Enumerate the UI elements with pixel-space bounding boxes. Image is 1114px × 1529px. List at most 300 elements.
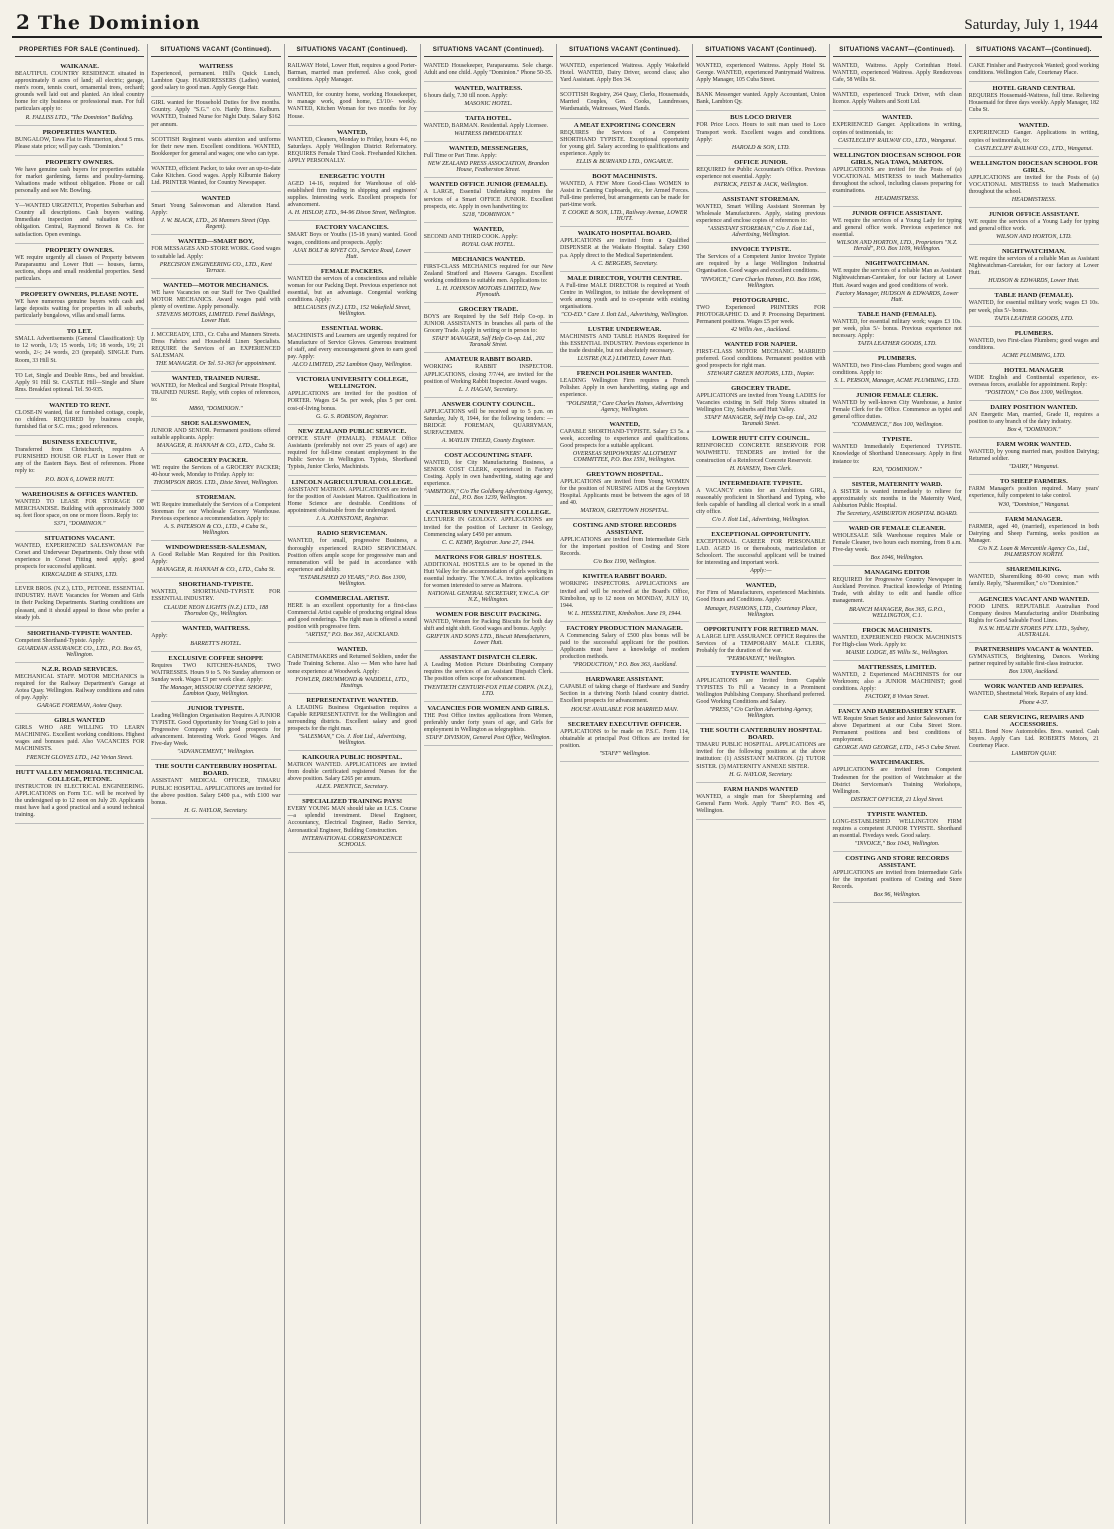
ad-heading: HUTT VALLEY MEMORIAL TECHNICAL COLLEGE, PETONE.	[15, 768, 144, 783]
classified-ad	[288, 221, 417, 264]
classified-ad	[696, 382, 825, 432]
ad-body: We have genuine cash buyers for properties suitable for market gardening, farms and poultry-farming. Valuations made without obligation. Phone or call personally and see Mr. Bowling.	[15, 166, 145, 195]
classified-ad	[560, 468, 689, 519]
ad-heading: CAR SERVICING, REPAIRS AND ACCESSORIES.	[983, 713, 1085, 728]
ad-heading: OPPORTUNITY FOR RETIRED MAN.	[703, 625, 819, 633]
classified-ad	[969, 475, 1099, 512]
ad-signature: MELCAUSES (N.Z.) LTD., 152 Wakefield Street, Wellington.	[293, 304, 411, 317]
ad-heading: ASSISTANT DISPATCH CLERK.	[439, 654, 538, 662]
ad-signature: OVERSEAS SHIPOWNERS' ALLOTMENT COMMITTEE, P.O. Box 1591, Wellington.	[572, 450, 677, 463]
classified-ad	[15, 663, 144, 714]
ad-signature: TAITA LEATHER GOODS, LTD.	[994, 315, 1074, 322]
ad-heading: FARM HANDS WANTED	[723, 785, 799, 793]
ad-signature: MASONIC HOTEL.	[464, 101, 513, 108]
ad-signature: HUDSON & EDWARDS, Lower Hutt.	[988, 278, 1080, 285]
classified-ad	[833, 60, 962, 89]
classified-ad	[15, 399, 144, 436]
ad-signature: Factory Manager, HUDSON & EDWARDS, Lower Hutt.	[835, 290, 959, 303]
ad-signature: C/o N.Z. Loan & Mercantile Agency Co., Ltd., PALMERSTON NORTH.	[978, 545, 1090, 558]
classified-ad	[151, 60, 280, 97]
ad-signature: J. A. JOHNSTONE, Registrar.	[315, 516, 389, 523]
ad-body: GIRLS WHO ARE WILLING TO LEARN MACHINING. Excellent working conditions. Highest wages and bonuses paid. Also VACANCIES FOR MACHINISTS.	[15, 725, 145, 753]
ad-signature: GRIFFIN AND SONS LTD., Biscuit Manufacturers, Lower Hutt.	[426, 634, 551, 647]
classified-ad	[696, 783, 825, 820]
ad-heading: NEW ZEALAND PUBLIC SERVICE.	[297, 427, 407, 435]
ad-signature: "INVOICE," Care Charles Haines, P.O. Box 1696, Wellington.	[700, 276, 822, 289]
ad-heading: CANTERBURY UNIVERSITY COLLEGE.	[425, 509, 551, 517]
ad-signature: G. G. S. ROBISON, Registrar.	[316, 413, 389, 420]
ad-heading: N.Z.R. ROAD SERVICES.	[41, 665, 118, 673]
ad-heading: INTERMEDIATE TYPISTE.	[719, 479, 803, 487]
ad-body: The Services of a Competent Junior Invoice Typiste are required by a large Wellington Industrial Organisation. Good wages and excellent conditions.	[696, 254, 826, 275]
ad-heading: LOWER HUTT CITY COUNCIL.	[711, 435, 810, 443]
ad-heading: WELLINGTON DIOCESAN SCHOOL FOR GIRLS.	[969, 159, 1098, 174]
ad-heading: WAITRESS	[198, 63, 233, 70]
ad-body: APPLICATIONS will be received up to 5 p.m. on Saturday, July 8, 1944, for the following tenders: — BRIDGE FOREMAN, QUARRYMAN, SURFACEMEN.	[423, 408, 553, 436]
classified-ad	[696, 579, 825, 622]
ad-body: FIRST-CLASS MOTOR MECHANIC. MARRIED preferred. Good conditions. Permanent position with good prospects for right man.	[696, 348, 826, 369]
ad-body: WANTED, by young married man, position Dairying; Returned soldier.	[968, 449, 1099, 463]
ad-body: APPLICATIONS are invited from Intermediate Girls for the important position of Costing and Store Records.	[560, 537, 690, 558]
ad-heading: LUSTRE UNDERWEAR.	[587, 325, 662, 333]
ad-heading: SHAREMILKING.	[1006, 565, 1062, 573]
classified-ad	[833, 852, 962, 903]
ad-signature: "CO-ED." Care J. Ilott Ltd., Advertising, Wellington.	[561, 311, 689, 318]
ad-heading: BUSINESS EXECUTIVE,	[42, 439, 117, 447]
ad-body: A Good Reliable Man Required for this Position. Apply:	[151, 552, 281, 566]
ad-signature: "AMBITION," C/o The Goldberg Advertising Agency, Ltd., P.O. Box 1239, Wellington.	[424, 489, 553, 502]
ad-signature: "STAFF" Wellington.	[599, 750, 650, 757]
classified-ad	[151, 578, 280, 621]
column	[966, 44, 1102, 1524]
ad-body: APPLICATIONS are invited from Young LADIES for Vacancies existing in Self Help Stores situated in Wellington City, Suburbs and Hutt Valley.	[696, 393, 826, 414]
ad-signature: "PRESS," C/o Carlton Advertising Agency, Wellington.	[709, 707, 813, 720]
ad-heading: FARM MANAGER.	[1005, 515, 1063, 523]
ad-heading: WINDOWDRESSER-SALESMAN,	[165, 544, 267, 552]
ad-signature: STEVENS MOTORS, LIMITED. Fenel Buildings, Lower Hutt.	[156, 311, 276, 324]
ad-signature: WILSON AND HORTON, LTD.	[995, 234, 1072, 241]
classified-ad	[833, 624, 962, 661]
ad-signature: The Manager, MISSOURI COFFEE SHOPPE, Lambton Quay, Wellington.	[159, 684, 273, 697]
ad-signature: C. C. KEMP, Registrar. June 27, 1944.	[441, 539, 535, 546]
column-heading: PROPERTIES FOR SALE (Continued).	[15, 44, 144, 57]
ad-heading: THE SOUTH CANTERBURY HOSPITAL BOARD.	[155, 763, 277, 778]
ad-heading: WANTED, TRAINED NURSE.	[171, 375, 260, 383]
ad-heading: WAREHOUSES & OFFICES WANTED.	[21, 490, 138, 498]
classified-ad	[696, 156, 825, 193]
ad-signature: PRECISION ENGINEERING CO., LTD., Kent Terrace.	[159, 261, 272, 274]
ad-heading: BOOT MACHINISTS.	[592, 172, 657, 180]
ad-body: Experienced, permanent. Hill's Quick Lunch, Lambton Quay. HAIRDRESSERS (Ladies) wanted, good salary to good man. Apply George Hair.	[151, 71, 281, 92]
ad-heading: COMMERCIAL ARTIST.	[314, 594, 390, 602]
ad-heading: WANTED,	[745, 582, 777, 590]
classified-ad	[151, 279, 280, 329]
classified-ad	[424, 112, 553, 142]
classified-ad	[833, 111, 962, 148]
ad-heading: GROCERY PACKER.	[183, 456, 248, 464]
ad-body: SELL Bond Now Automobiles. Bros. wanted. Cash buyers. Apply Cars Ltd. ROBERTS Motors, 21 Courtenay Place.	[968, 728, 1099, 749]
ad-body: A LARGE, Essential Undertaking requires the services of a Smart OFFICE JUNIOR. Excellent prospects, etc. Apply in own handwriting to:	[423, 189, 553, 210]
classified-ad	[696, 724, 825, 782]
classified-ad	[833, 808, 962, 852]
ad-heading: RADIO SERVICEMAN.	[317, 530, 388, 538]
ad-body: A SISTER is wanted immediately to relieve for approximately six months in the Maternity Ward, Ashburton Public Hospital.	[832, 488, 962, 509]
classified-ad	[833, 705, 962, 756]
ad-signature: 42 Willis Ave., Auckland.	[730, 326, 791, 333]
ad-body: WHOLESALE Silk Warehouse requires Male or Female Cleaner, two hours each morning, from 8 a.m. Five-day week.	[832, 532, 962, 554]
ad-signature: W30, "Dominion," Wanganui.	[998, 501, 1070, 508]
classified-ad	[15, 60, 144, 126]
ad-signature: STAFF MANAGER, Self Help Co-op. Ltd., 202 Taranaki Street.	[432, 336, 545, 349]
ad-signature: L. J. HAGAN, Secretary.	[458, 386, 518, 393]
classified-ad	[969, 208, 1099, 245]
ad-signature: THOMPSON BROS. LTD., Dixie Street, Wellington.	[153, 479, 279, 486]
classified-ad	[424, 608, 553, 651]
ad-body: Leading Wellington Organisation Requires A JUNIOR TYPISTE. Good Opportunity for Young Girl to join a Progressive Company with good prospects for advancement. Interesting Work. Good Wages. And Five-day Week.	[151, 712, 281, 748]
ad-heading: NIGHTWATCHMAN.	[865, 260, 930, 268]
ad-signature: "INVOICE," Box 1043, Wellington.	[854, 841, 940, 848]
ad-heading: ASSISTANT STOREMAN.	[722, 195, 800, 203]
classified-ad	[969, 513, 1099, 563]
ad-body: LEVER BROS. (N.Z.), LTD., PETONE. ESSENTIAL INDUSTRY. HAVE Vacancies for Women and Girls in their Packing Departments. Starting conditions are pleasant, and it should appeal to those who prefer a steady job.	[15, 586, 145, 621]
ad-signature: HEADMISTRESS.	[875, 196, 920, 203]
classified-ad	[15, 488, 144, 532]
ad-heading: KIWITEA RABBIT BOARD.	[582, 573, 667, 581]
ad-body: APPLICATIONS are invited from Intermediate Girls for the important positions of Costing and Store Records.	[832, 870, 962, 891]
ad-body: TWO Experienced PRINTERS FOR PHOTOGRAPHIC D. and P. Processing Department. Permanent positions. Wages £5 per week.	[696, 304, 826, 325]
ad-signature: S. L. PERSON, Manager, ACME PLUMBING, LTD.	[834, 378, 960, 385]
classified-ad	[833, 149, 962, 207]
column	[830, 44, 966, 1524]
classified-ad	[969, 643, 1099, 680]
ad-body: THE Post Office invites applications from Women, preferably under forty years of age, and Girls for employment in Wellington as telegraphists.	[423, 712, 553, 733]
classified-ad	[696, 667, 825, 724]
classified-ad	[151, 235, 280, 278]
ad-body: APPLICATIONS are invited for the position of PORTER. Wages £4 5s. per week, plus 5 per cent. cost-of-living bonus.	[287, 391, 417, 412]
ad-signature: CLAUDE NEON LIGHTS (N.Z.) LTD., 188 Thorndon Qy., Wellington.	[163, 604, 269, 617]
ad-signature: "POLISHER," Care Charles Haines, Advertising Agency, Wellington.	[565, 400, 684, 413]
classified-ad	[560, 227, 689, 271]
ad-heading: COSTING AND STORE RECORDS ASSISTANT.	[845, 855, 949, 870]
column	[421, 44, 557, 1524]
classified-ad	[969, 593, 1099, 643]
classified-ad	[560, 170, 689, 227]
ad-body: FIRST-CLASS MECHANICS required for our New Zealand Stratford and Hawera Garages. Excellent working conditions to suitable men. Applications to:	[423, 263, 553, 285]
ad-heading: WANTED OFFICE JUNIOR (FEMALE).	[429, 181, 548, 189]
ad-heading: PARTNERSHIPS VACANT & WANTED.	[974, 646, 1093, 654]
ad-signature: "COMMENCE," Box 100, Wellington.	[851, 422, 944, 429]
classified-ad	[696, 193, 825, 243]
ad-body: BUNGALOW, Tawa Flat to Plimmerton, about 5 rms. Please state price; will pay cash. "Dominion."	[15, 136, 145, 150]
ad-signature: FRENCH GLOVES LTD., 142 Vivian Street.	[26, 754, 133, 761]
classified-ad	[151, 760, 280, 818]
classified-ad	[833, 389, 962, 433]
classified-ad	[969, 119, 1099, 156]
ad-body: EXCEPTIONAL CAREER FOR PERSONABLE LAD. AGED 16 or thereabouts, matriculation or Schoolcert. The successful applicant will be trained for interesting and important work.	[696, 539, 826, 567]
ad-body: AN Energetic Man, married, Grade II, requires a position to any branch of the dairy industry.	[968, 411, 1099, 426]
ad-heading: SITUATIONS VACANT.	[44, 534, 115, 542]
ad-body: OFFICE STAFF (FEMALE). FEMALE Office Assistants (preferably not over 25 years of age) are required for full-time constant employment in the Public Service in Wellington. Typists, Shorthand Typists, Junior Clerks, Machinists.	[287, 435, 417, 470]
classified-ad	[288, 643, 417, 693]
ad-signature: WAITRESS IMMEDIATELY.	[454, 131, 523, 138]
ad-body: Smart Young Saleswoman and Alteration Hand. Apply:	[151, 203, 281, 217]
classified-ad	[288, 373, 417, 424]
classified-ad	[969, 82, 1099, 119]
ad-body: TIMARU PUBLIC HOSPITAL. APPLICATIONS are invited for the following positions at the above institution: (1) ASSISTANT MATRON. (2) TUTOR SISTER. (3) MATERNITY ANNEXE SISTER.	[696, 742, 826, 770]
ad-body: WANTED, Cleaners, Monday to Friday, hours 4-6, no Saturdays. Apply Wellington District Reformatory. REQUIRES Female Third Cook. Fivehanded Kitchen. APPLY PERSONALLY.	[287, 136, 417, 164]
ad-body: EXPERIENCED Ganger. Applications in writing, copies of testimonials, to:	[968, 130, 1099, 144]
ad-signature: MATRON, GREYTOWN HOSPITAL.	[580, 508, 669, 515]
ad-body: FOOD LINES. REPUTABLE Australian Food Company desires Manufacturing and/or Distributing Rights for Good Saleable Food Lines.	[968, 604, 1099, 625]
classified-ad	[151, 163, 280, 192]
ad-signature: BRANCH MANAGER, Box 365, G.P.O., WELLINGTON, C.1.	[849, 606, 946, 619]
ad-heading: WORK WANTED AND REPAIRS.	[984, 683, 1084, 691]
ad-heading: STOREMAN.	[196, 493, 236, 501]
ad-body: EVERY YOUNG MAN should take an I.C.S. Course—a splendid investment. Diesel Engineer, Accountancy, Electrical Engineer, Radio Service, Aeronautical Engineer, Building Construction.	[287, 806, 417, 834]
classified-ad	[288, 170, 417, 221]
ad-signature: The Secretary, ASHBURTON HOSPITAL BOARD.	[836, 510, 958, 517]
ad-signature: "ADVANCEMENT," Wellington.	[177, 749, 255, 756]
classified-ad	[560, 60, 689, 89]
ad-body: HERE is an excellent opportunity for a first-class Commercial Artist capable of producing original ideas and good renderings. The right man is offered a sound position with progressive firm.	[287, 602, 417, 631]
classified-ad	[696, 432, 825, 476]
classified-ad	[15, 325, 144, 369]
classified-ad	[424, 303, 553, 353]
classified-ad	[833, 433, 962, 477]
classified-ad	[15, 200, 144, 243]
ad-signature: Box 4, "DOMINION."	[1007, 427, 1061, 434]
ad-heading: LINCOLN AGRICULTURAL COLLEGE.	[291, 479, 413, 487]
ad-body: A LEADING Business Organisation requires a Capable REPRESENTATIVE for the Wellington and surrounding districts. Excellent salary and good prospects for the right man.	[287, 704, 417, 732]
classified-ad	[696, 338, 825, 382]
ad-body: WANTED, two First-class Plumbers; good wages and conditions. Apply to:	[832, 362, 962, 376]
ad-heading: WAIKATO HOSPITAL BOARD.	[577, 230, 672, 238]
masthead	[12, 8, 1102, 38]
ad-body: APPLICATIONS are invited from a Qualified DISPENSER at the Waikato Hospital. Salary £360 p.a. Apply direct to the Medical Superintendent.	[560, 238, 690, 259]
ad-body: Competent Shorthand-Typiste. Apply:	[15, 637, 105, 644]
ad-signature: GUARDIAN ASSURANCE CO., LTD., P.O. Box 65, Wellington.	[17, 645, 142, 658]
ad-signature: M860, "DOMINION."	[189, 405, 243, 412]
classified-ad	[151, 702, 280, 760]
ad-heading: AGENCIES VACANT AND WANTED.	[978, 596, 1090, 603]
classified-ad	[424, 702, 553, 746]
ad-body: BANK Messenger wanted. Apply Accountant, Union Bank, Lambton Qy.	[696, 92, 826, 106]
ad-signature: Box 1300, Auckland.	[1008, 669, 1059, 676]
ad-body: APPLICATIONS are invited for the Posts of (a) VOCATIONAL MISTRESS to teach Mathematics throughout the school.	[968, 174, 1099, 195]
ad-heading: FEMALE PACKERS.	[320, 267, 384, 275]
classified-ad	[560, 718, 689, 762]
ad-body: WANTED, for essential military work; wages £3 10s. per week, plus 5/- bonus.	[968, 300, 1099, 314]
classified-ad	[833, 522, 962, 566]
classified-ad	[696, 477, 825, 528]
classified-ad	[288, 89, 417, 125]
classified-ad	[560, 622, 689, 673]
ad-body: REQUIRES Housemaid-Waitress, full time. Relieving Housemaid for three days weekly. Apply Manager, 182 Cuba St.	[968, 93, 1099, 114]
classified-ad	[15, 532, 144, 583]
classified-ad	[151, 491, 280, 541]
ad-signature: S218, "DOMINION."	[462, 211, 515, 218]
ad-heading: WANTED	[201, 195, 231, 203]
classified-ad	[560, 323, 689, 367]
classified-ad	[833, 661, 962, 705]
ad-heading: TYPISTE.	[882, 436, 913, 444]
ad-body: APPLICATIONS to be made on P.S.C. Form 114, obtainable at principal Post Offices are invited for position.	[560, 728, 690, 749]
ad-body: SMART Boys or Youths (15-18 years) wanted. Good wages, conditions and prospects. Apply:	[287, 232, 417, 246]
ad-heading: WANTED,	[336, 128, 368, 136]
ad-signature: Manager, FASHIONS, LTD., Courtenay Place, Wellington.	[704, 605, 817, 618]
classified-ad	[560, 367, 689, 417]
ad-body: A Leading Motion Picture Distributing Company requires the services of an Assistant Dispatch Clerk. The position offers scope for advancement.	[423, 662, 553, 683]
ad-body: TO Let, Single and Double Rms., bed and breakfast. Apply 91 Hill St. CASTLE Hill—Single and Share Rms. Breakfast optional. Tel. 50-935.	[15, 372, 145, 393]
classified-ad	[288, 527, 417, 591]
classifieds-columns	[12, 44, 1102, 1524]
classified-ad	[15, 244, 144, 288]
column-heading: SITUATIONS VACANT (Continued).	[696, 44, 825, 57]
ad-heading: BUS LOCO DRIVER	[730, 114, 792, 122]
ad-heading: FRENCH POLISHER WANTED.	[576, 370, 673, 378]
ad-signature: A. H. HISLOP, LTD., 94-96 Dixon Street, Wellington.	[288, 210, 417, 217]
ad-body: LEADING Wellington Firm requires a French Polisher. Apply in own handwriting, stating age and experience.	[560, 378, 690, 399]
ad-body: WORKING INSPECTORS. APPLICATIONS are invited and will be received at the Board's Office, Kimbolton, up to 12 noon on MONDAY, JULY 10, 1944.	[560, 581, 690, 609]
ad-signature: BARRETT'S HOTEL.	[190, 640, 242, 647]
classified-ad	[424, 82, 553, 112]
ad-body: REQUIRES the Services of a Competent SHORTHAND TYPISTE. Exceptional opportunity for young girl. Salary according to qualifications and experience. Apply to:	[560, 129, 690, 157]
classified-ad	[424, 651, 553, 701]
page-number: 2	[16, 10, 30, 34]
ad-signature: S371, "DOMINION."	[53, 520, 106, 527]
ad-heading: GROCERY TRADE.	[731, 385, 791, 393]
ad-heading: TO LET.	[66, 328, 93, 336]
classified-ad	[560, 418, 689, 468]
ad-body: WANTED, BARMAN. Residential. Apply Licensee.	[423, 123, 549, 130]
ad-signature: STAFF MANAGER, Self Help Co-op. Ltd., 202 Taranaki Street.	[704, 415, 818, 428]
ad-signature: LAMBTON QUAY.	[1011, 750, 1057, 757]
classified-ad	[833, 352, 962, 389]
classified-ad	[833, 478, 962, 522]
masthead-left	[16, 10, 201, 34]
ad-heading: WANTED.	[336, 646, 368, 654]
classified-ad	[424, 551, 553, 608]
ad-body: WANTED, for essential military work; wages £3 10s. per week, plus 5/- bonus. Previous experience not necessary. Apply:	[832, 318, 962, 339]
ad-signature: DISTRICT OFFICER, 21 Lloyd Street.	[850, 796, 944, 803]
ad-heading: TYPISTE WANTED.	[730, 669, 792, 677]
ad-body: FOR Price Loco. Hours to suit man used to Loco Transport work. Excellent wages and conditions. Apply:	[696, 122, 826, 143]
ad-signature: NATIONAL GENERAL SECRETARY, Y.W.C.A. OF N.Z., Wellington.	[427, 591, 550, 604]
classified-ad	[560, 519, 689, 570]
ad-heading: ANSWER COUNTY COUNCIL.	[441, 400, 536, 408]
ad-signature: "ARTIST," P.O. Box 361, AUCKLAND.	[305, 632, 400, 639]
ad-body: SCOTTISH Registry, 264 Quay, Clerks, Housemaids, Married Couples, Gen. Cooks, Laundresses, Wardsmaids, Waitresses, Ward Hands.	[560, 92, 690, 113]
classified-ad	[560, 673, 689, 717]
ad-signature: Box 1046, Wellington.	[870, 555, 924, 562]
ad-body: WANTED, SHORTHAND-TYPISTE FOR ESSENTIAL INDUSTRY.	[151, 589, 281, 603]
ad-heading: COST ACCOUNTING STAFF.	[444, 452, 533, 460]
ad-body: REINFORCED CONCRETE RESERVOIR FOR WAIWHETU. TENDERS are invited for the construction of a Reinforced Concrete Reservoir.	[696, 443, 826, 464]
ad-heading: OFFICE JUNIOR.	[734, 158, 788, 166]
ad-heading: WANTED—MOTOR MECHANICS.	[163, 281, 269, 289]
ad-body: WANTED, EXPERIENCED FROCK MACHINISTS For High-class Work. Apply to:	[832, 634, 962, 648]
ad-body: A Full-time MALE DIRECTOR is required at Youth Centre in Wellington, to initiate the development of work among youth and to co-operate with existing organisations.	[560, 282, 690, 310]
ad-heading: COSTING AND STORE RECORDS ASSISTANT.	[572, 522, 677, 537]
ad-signature: TAITA LEATHER GOODS, LTD.	[857, 340, 937, 347]
column	[12, 44, 148, 1524]
ad-body: CAPABLE SHORTHAND-TYPISTE. Salary £3 5s. a week, according to experience and qualifications. Good prospects for a suitable applicant.	[560, 428, 690, 449]
ad-signature: STAFF DIVISION, General Post Office, Wellington.	[425, 734, 551, 741]
ad-body: J. MCCREADY, LTD., Cr. Cuba and Manners Streets. Dress Fabrics and Household Linen Specialists. REQUIRE the Services of an EXPERIENCED SALESMAN.	[151, 331, 281, 360]
ad-body: WANTED, EXPERIENCED SALESWOMAN For Corset and Underwear Departments. Only those with experience in Corset Fitting need apply; good prospects for successful applicant.	[15, 542, 145, 571]
ad-body: FARMER, aged 40, (married), experienced in both Dairying and Sheep Farming, seeks position as Manager.	[968, 523, 1099, 544]
ad-heading: AMATEUR RABBIT BOARD.	[444, 356, 533, 364]
classified-ad	[151, 417, 280, 454]
classified-ad	[288, 751, 417, 795]
column-heading: SITUATIONS VACANT (Continued).	[288, 44, 417, 57]
ad-signature: "PERMANENT," Wellington.	[726, 655, 796, 662]
ad-body: WANTED, for Medical and Surgical Private Hospital, TRAINED NURSE. Reply, with copies of references, to:	[151, 383, 281, 404]
ad-signature: HAROLD & SON, LTD.	[731, 144, 790, 151]
classified-ad	[696, 89, 825, 111]
ad-signature: L. H. JOHNSON MOTORS LIMITED, New Plymouth.	[436, 286, 541, 299]
ad-body: MECHANICAL STAFF. MOTOR MECHANICS is required for the Railway Department's Garage at Aotea Quay. Wellington. Railway conditions and rates of pay. Apply:	[15, 673, 145, 702]
classified-ad	[424, 60, 553, 82]
ad-body: Y—WANTED URGENTLY, Properties Suburban and Country all descriptions. Cash buyers waiting. Immediate inspection and valuation without obligation. Central, Raymond Brown & Co. for satisfaction. Open evenings.	[15, 203, 145, 238]
ad-signature: MANAGER, R. HANNAH & CO., LTD., Cuba St.	[156, 442, 275, 449]
ad-signature: T. COOKE & SON, LTD., Railway Avenue, LOWER HUTT.	[562, 210, 688, 223]
classified-ad	[151, 652, 280, 702]
classified-ad	[288, 322, 417, 373]
classified-ad	[833, 566, 962, 623]
ad-signature: P.O. BOX 6, LOWER HUTT.	[45, 476, 115, 483]
classified-ad	[151, 454, 280, 491]
ad-body: Full Time or Part Time. Apply:	[423, 153, 497, 160]
ad-heading: FANCY AND HABERDASHERY STAFF.	[838, 708, 957, 716]
ad-body: LONG-ESTABLISHED WELLINGTON FIRM requires a competent JUNIOR TYPISTE. Shorthand an essential. Fivedays week. Good salary.	[832, 818, 962, 839]
ad-body: WANTED, Sheetmetal Work. Repairs of any kind.	[968, 691, 1088, 698]
classified-ad	[969, 364, 1099, 401]
ad-signature: AJAX BOLT & RIVET CO., Service Road, Lower Hutt.	[293, 247, 412, 260]
ad-heading: DAIRY POSITION WANTED.	[990, 403, 1078, 411]
ad-signature: "SALESMAN," C/o. J. Ilott Ltd., Advertising, Wellington.	[298, 733, 406, 746]
ad-heading: SHOE SALESWOMEN,	[181, 419, 251, 427]
ad-body: CAKE Finisher and Pastrycook Wanted; good working conditions. Wellington Cafe, Courtenay Place.	[968, 63, 1099, 77]
column-heading: SITUATIONS VACANT (Continued).	[560, 44, 689, 57]
ad-heading: HARDWARE ASSISTANT.	[585, 676, 664, 684]
classified-ad	[696, 111, 825, 155]
ad-heading: INVOICE TYPISTE.	[730, 246, 791, 254]
classified-ad	[833, 89, 962, 111]
ad-body: WE require the services of a Young Lady for typing and general office work. Previous experience not essential.	[832, 218, 962, 239]
ad-body: CAPABLE of taking charge of Hardware and Sundry Section in a thriving North Island country district. Excellent prospects for advancement.	[560, 684, 690, 705]
ad-heading: SECRETARY EXECUTIVE OFFICER.	[567, 720, 682, 728]
ad-body: ASSISTANT MEDICAL OFFICER, TIMARU PUBLIC HOSPITAL. APPLICATIONS are invited for the above position. Salary £400 p.a., with £100 war bonus.	[151, 778, 281, 806]
ad-signature: STEWART GREEN MOTORS, LTD., Napier.	[707, 371, 815, 378]
ad-heading: MATTRESSES, LIMITED.	[858, 663, 937, 671]
ad-body: A Commencing Salary of £500 plus bonus will be paid to the successful applicant for the position. Applicants must have a knowledge of modern production methods.	[560, 632, 690, 661]
ad-body: WANTED, Sharemilking 80-90 cows; man with family. Reply, "Sharemilker," c/o "Dominion."	[968, 573, 1099, 587]
ad-body: WANTED by well-known City Warehouse, a Junior Female Clerk for the Office. Commence as typist and general office duties.	[832, 400, 962, 421]
ad-signature: CASTLECLIFF RAILWAY CO., LTD., Wanganui.	[838, 137, 957, 144]
classified-ad	[151, 134, 280, 163]
ad-heading: WANTED, MESSENGERS,	[448, 145, 528, 153]
ad-heading: FACTORY PRODUCTION MANAGER.	[566, 624, 683, 632]
ad-heading: PROPERTY OWNERS.	[45, 246, 114, 254]
classified-ad	[15, 126, 144, 156]
classified-ad	[15, 627, 144, 663]
ad-body: WANTED, experienced Waitress. Apply Wakefield Hotel. WANTED, Dairy Driver, second class; also Yard Assistant. Apply Box 34.	[560, 63, 690, 84]
ad-heading: WANTED,	[609, 420, 640, 428]
classified-ad	[833, 308, 962, 352]
ad-signature: Phone 4-37.	[1019, 699, 1049, 706]
ad-heading: PLUMBERS.	[1014, 329, 1054, 337]
